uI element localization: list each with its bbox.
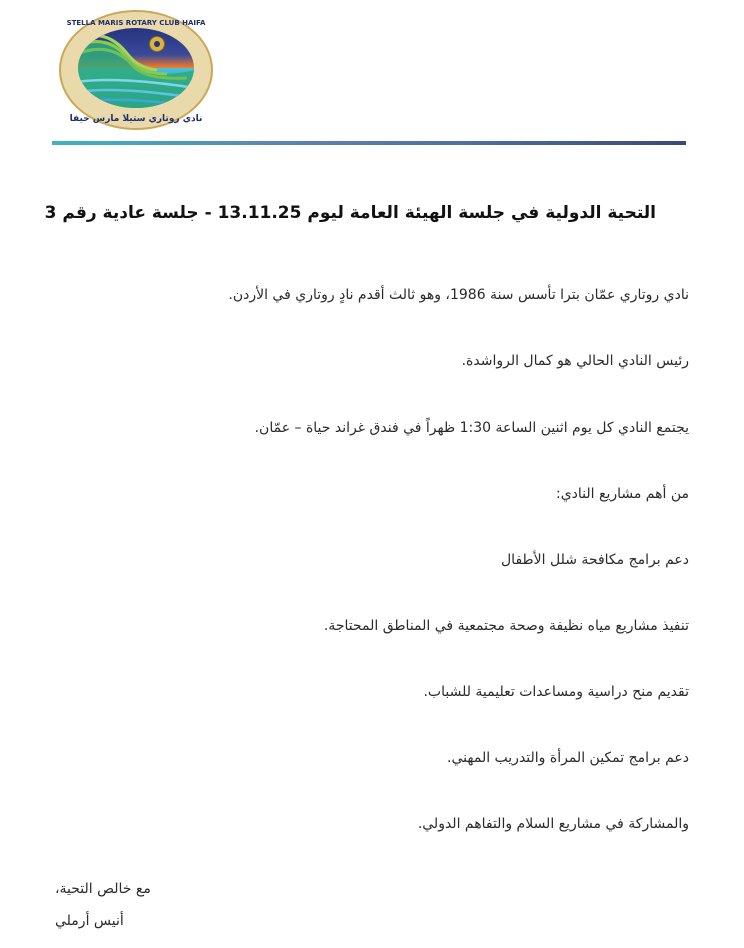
club-logo <box>57 8 215 132</box>
paragraph-club-president: رئيس النادي الحالي هو كمال الرواشدة. <box>461 353 689 369</box>
project-item-scholarships: تقديم منح دراسية ومساعدات تعليمية للشباب. <box>423 684 689 700</box>
document-title: التحية الدولية في جلسة الهيئة العامة ليوم 13.11.25 - جلسة عادية رقم 3 <box>44 203 656 223</box>
project-item-polio: دعم برامج مكافحة شلل الأطفال <box>501 552 689 568</box>
svg-text:نادي روتاري ستيلا مارس حيفا: نادي روتاري ستيلا مارس حيفا <box>69 114 203 124</box>
paragraph-meeting-time: يجتمع النادي كل يوم اثنين الساعة 1:30 ظهراً في فندق غراند حياة – عمّان. <box>254 420 689 436</box>
signature-name: أنيس أرملي <box>55 913 124 929</box>
paragraph-club-founding: نادي روتاري عمّان بترا تأسس سنة 1986، وهو ثالث أقدم نادٍ روتاري في الأردن. <box>228 287 689 303</box>
paragraph-projects-heading: من أهم مشاريع النادي: <box>555 486 689 502</box>
rotary-emblem-icon <box>57 8 215 132</box>
svg-text:STELLA MARIS ROTARY CLUB HAIFA: STELLA MARIS ROTARY CLUB HAIFA <box>66 19 206 27</box>
header-divider <box>52 141 686 145</box>
closing-greeting: مع خالص التحية، <box>55 881 151 897</box>
project-item-water: تنفيذ مشاريع مياه نظيفة وصحة مجتمعية في المناطق المحتاجة. <box>323 618 689 634</box>
project-item-women-empowerment: دعم برامج تمكين المرأة والتدريب المهني. <box>447 750 689 766</box>
project-item-peace: والمشاركة في مشاريع السلام والتفاهم الدولي. <box>417 816 689 832</box>
